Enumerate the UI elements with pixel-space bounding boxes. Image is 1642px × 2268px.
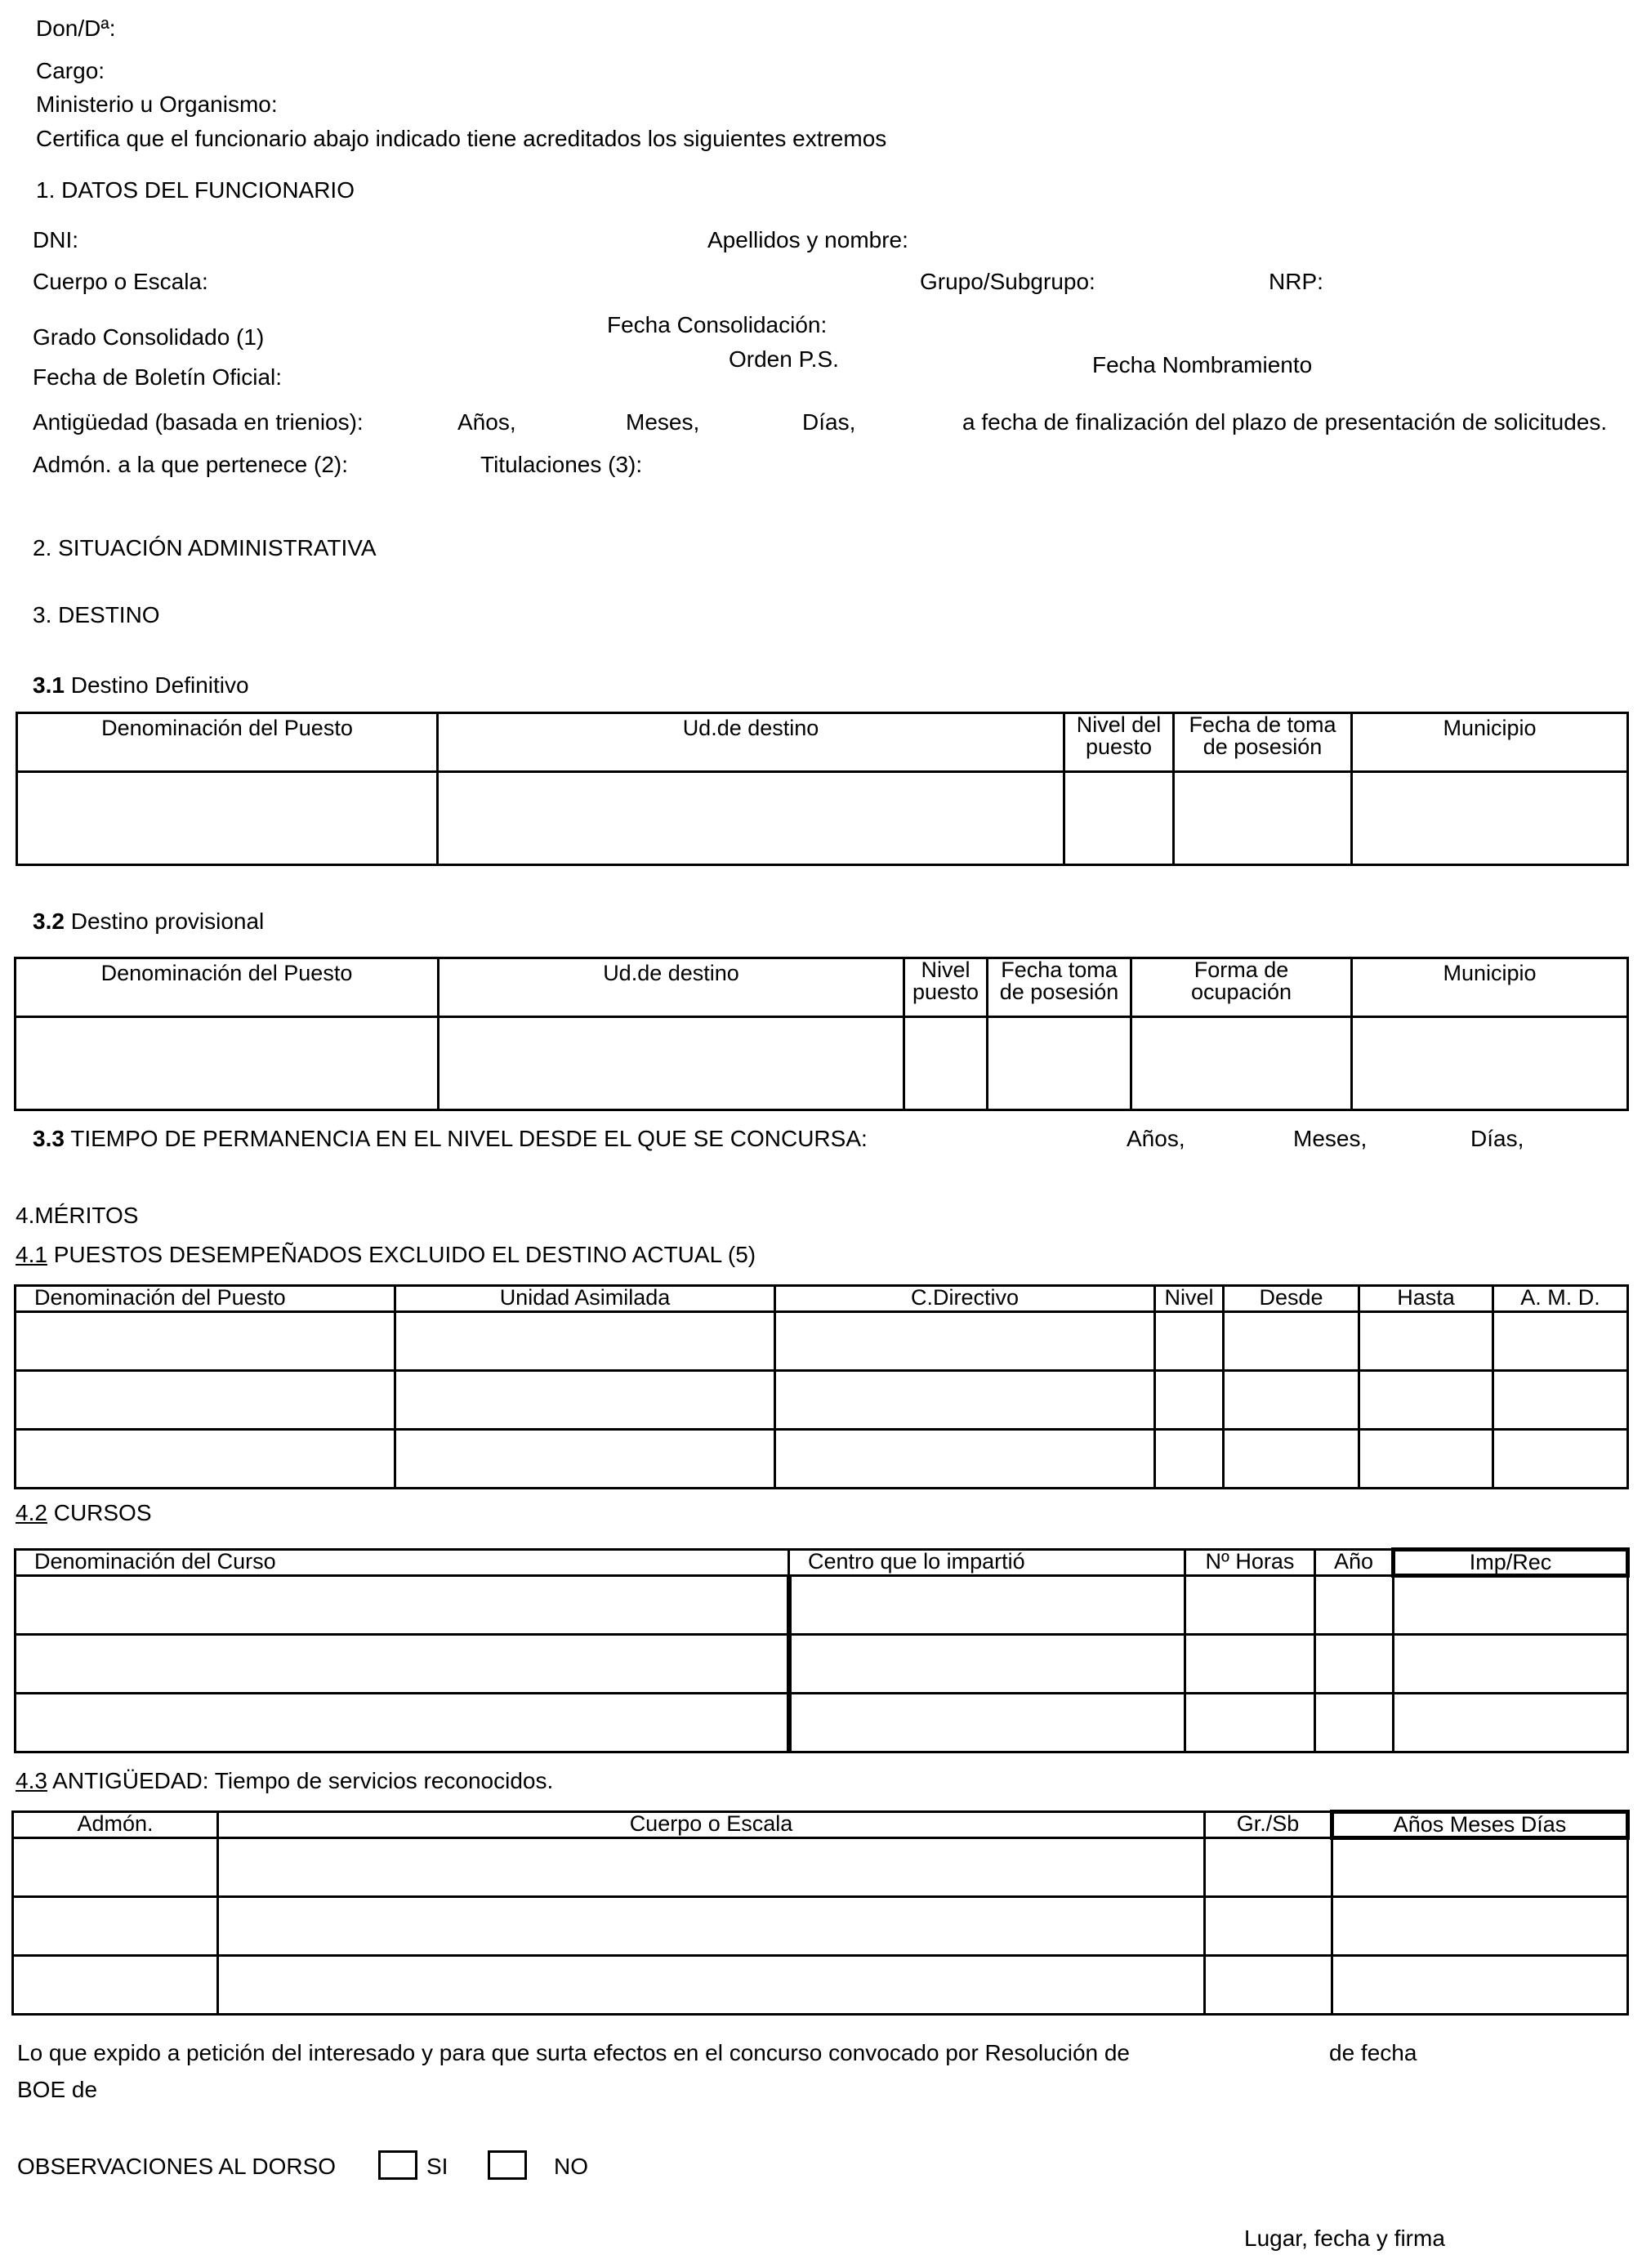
col-centro: Centro que lo impartió: [789, 1550, 1185, 1576]
a-fecha-text: a fecha de finalización del plazo de presentación de solicitudes.: [962, 409, 1608, 435]
col-amd: A. M. D.: [1493, 1286, 1628, 1312]
cell[interactable]: [1224, 1371, 1359, 1430]
section-4-3-title: [16, 1770, 553, 1793]
col-nivel: Nivel del puesto: [1064, 713, 1174, 772]
cell[interactable]: [1185, 1694, 1315, 1752]
fecha-boletin-label: Fecha de Boletín Oficial:: [33, 364, 283, 390]
section-3-2-number: 3.2: [33, 909, 65, 934]
col-c-directivo: C.Directivo: [775, 1286, 1155, 1312]
col-ud-destino: Ud.de destino: [439, 958, 904, 1017]
cell[interactable]: [1394, 1694, 1628, 1752]
cell-municipio[interactable]: [1352, 772, 1628, 865]
cell-municipio[interactable]: [1352, 1017, 1628, 1110]
col-horas: Nº Horas: [1185, 1550, 1315, 1576]
cell[interactable]: [775, 1371, 1155, 1430]
cell[interactable]: [1224, 1312, 1359, 1371]
section-3-title: 3. DESTINO: [33, 602, 160, 627]
section-4-1-title: [16, 1243, 756, 1266]
table-row: [16, 1576, 1628, 1635]
section-3-3-number: 3.3: [33, 1126, 65, 1151]
antiguedad-dias: Días,: [802, 409, 856, 435]
permanencia-meses: Meses,: [1293, 1126, 1368, 1151]
orden-label: Orden P.S.: [729, 346, 839, 372]
col-municipio: Municipio: [1352, 958, 1628, 1017]
table-row: [16, 1694, 1628, 1752]
section-4-2-label: CURSOS: [47, 1500, 152, 1525]
cell[interactable]: [1394, 1635, 1628, 1694]
cell[interactable]: [1315, 1635, 1394, 1694]
table-row: [16, 1312, 1628, 1371]
cell[interactable]: [16, 1371, 395, 1430]
table-row: [17, 772, 1628, 865]
col-fecha-toma: Fecha toma de posesión: [988, 958, 1131, 1017]
cell[interactable]: [395, 1371, 775, 1430]
destino-provisional-table: [14, 957, 1629, 1111]
no-label: NO: [554, 2154, 588, 2179]
section-2-title: 2. SITUACIÓN ADMINISTRATIVA: [33, 535, 377, 560]
table-row: [16, 1430, 1628, 1489]
cell[interactable]: [1332, 1838, 1628, 1897]
destino-definitivo-table: [16, 712, 1629, 866]
cell[interactable]: [1315, 1694, 1394, 1752]
cell[interactable]: [1205, 1897, 1332, 1956]
certifica-text: Certifica que el funcionario abajo indicado tiene acreditados los siguientes extremos: [36, 126, 887, 151]
cell[interactable]: [775, 1312, 1155, 1371]
permanencia-dias: Días,: [1470, 1126, 1524, 1151]
si-checkbox[interactable]: [378, 2150, 417, 2180]
si-label: SI: [426, 2154, 448, 2179]
col-ano: Año: [1315, 1550, 1394, 1576]
col-admon: Admón.: [13, 1812, 218, 1838]
col-denominacion: Denominación del Puesto: [16, 1286, 395, 1312]
cell[interactable]: [1205, 1838, 1332, 1897]
col-ud-destino: Ud.de destino: [438, 713, 1064, 772]
section-3-3-title: [33, 1127, 868, 1150]
section-3-2-title: [33, 910, 264, 933]
cell[interactable]: [218, 1838, 1205, 1897]
section-4-title: 4.MÉRITOS: [16, 1203, 139, 1228]
nrp-label: NRP:: [1269, 269, 1323, 294]
antiguedad-table: [11, 1810, 1630, 2016]
section-4-1-label: PUESTOS DESEMPEÑADOS EXCLUIDO EL DESTINO ACTUAL (5): [47, 1242, 756, 1267]
lugar-fecha-firma: Lugar, fecha y firma: [1244, 2226, 1445, 2251]
cell[interactable]: [1155, 1371, 1224, 1430]
section-4-3-number: 4.3: [16, 1768, 47, 1793]
titulaciones-label: Titulaciones (3):: [480, 452, 643, 477]
expido-text: Lo que expido a petición del interesado y para que surta efectos en el concurso convocado por Resolución de: [17, 2040, 1131, 2065]
cell[interactable]: [395, 1312, 775, 1371]
grado-label: Grado Consolidado (1): [33, 324, 265, 350]
cell[interactable]: [395, 1430, 775, 1489]
cell-denominacion[interactable]: [16, 1017, 439, 1110]
col-denominacion: Denominación del Puesto: [16, 958, 439, 1017]
cell[interactable]: [16, 1430, 395, 1489]
col-denominacion-curso: Denominación del Curso: [16, 1550, 789, 1576]
section-4-2-title: [16, 1502, 152, 1525]
cell[interactable]: [789, 1576, 1185, 1635]
section-3-1-label: Destino Definitivo: [64, 672, 249, 698]
cell-denominacion[interactable]: [17, 772, 438, 865]
section-4-1-number: 4.1: [16, 1242, 47, 1267]
ministerio-label: Ministerio u Organismo:: [36, 92, 278, 117]
cell[interactable]: [1155, 1430, 1224, 1489]
col-gr-sb: Gr./Sb: [1205, 1812, 1332, 1838]
table-row: [13, 1897, 1628, 1956]
cell[interactable]: [16, 1576, 789, 1635]
puestos-desempenados-table: [14, 1284, 1629, 1489]
col-cuerpo-escala: Cuerpo o Escala: [218, 1812, 1205, 1838]
cell-nivel[interactable]: [904, 1017, 988, 1110]
cell[interactable]: [775, 1430, 1155, 1489]
apellidos-label: Apellidos y nombre:: [707, 227, 908, 252]
cell-ud-destino[interactable]: [439, 1017, 904, 1110]
boe-label: BOE de: [17, 2077, 98, 2102]
cell-fecha-toma[interactable]: [988, 1017, 1131, 1110]
cell[interactable]: [1359, 1371, 1493, 1430]
fecha-consolidacion-label: Fecha Consolidación:: [607, 312, 828, 337]
cell[interactable]: [1315, 1576, 1394, 1635]
cuerpo-label: Cuerpo o Escala:: [33, 269, 208, 294]
col-nivel: Nivel puesto: [904, 958, 988, 1017]
table-row: [13, 1838, 1628, 1897]
cell[interactable]: [1205, 1956, 1332, 2015]
col-anos-meses-dias: Años Meses Días: [1332, 1812, 1628, 1838]
cell-nivel[interactable]: [1064, 772, 1174, 865]
col-fecha-toma: Fecha de toma de posesión: [1174, 713, 1352, 772]
section-3-1-number: 3.1: [33, 672, 65, 698]
cell[interactable]: [1359, 1312, 1493, 1371]
cursos-table: [14, 1547, 1630, 1753]
grupo-label: Grupo/Subgrupo:: [920, 269, 1095, 294]
col-imp-rec: Imp/Rec: [1394, 1550, 1628, 1576]
cell[interactable]: [16, 1312, 395, 1371]
cell-ud-destino[interactable]: [438, 772, 1064, 865]
section-4-2-number: 4.2: [16, 1500, 47, 1525]
cell[interactable]: [16, 1635, 789, 1694]
cell[interactable]: [1224, 1430, 1359, 1489]
col-municipio: Municipio: [1352, 713, 1628, 772]
cell[interactable]: [1155, 1312, 1224, 1371]
section-1-title: 1. DATOS DEL FUNCIONARIO: [36, 177, 355, 203]
antiguedad-anos: Años,: [457, 409, 516, 435]
cell-forma-ocupacion[interactable]: [1131, 1017, 1352, 1110]
cell[interactable]: [1359, 1430, 1493, 1489]
cell[interactable]: [1185, 1576, 1315, 1635]
table-row: [13, 1956, 1628, 2015]
no-checkbox[interactable]: [488, 2150, 527, 2180]
col-nivel: Nivel: [1155, 1286, 1224, 1312]
dni-label: DNI:: [33, 227, 78, 252]
cell[interactable]: [789, 1635, 1185, 1694]
cell-fecha-toma[interactable]: [1174, 772, 1352, 865]
cell[interactable]: [1332, 1956, 1628, 2015]
cell[interactable]: [1394, 1576, 1628, 1635]
cell[interactable]: [1493, 1371, 1628, 1430]
table-row: [16, 1371, 1628, 1430]
table-row: [16, 1017, 1628, 1110]
don-label: Don/Dª:: [36, 16, 116, 41]
cell[interactable]: [13, 1897, 218, 1956]
col-denominacion: Denominación del Puesto: [17, 713, 438, 772]
cell[interactable]: [13, 1838, 218, 1897]
section-3-1-title: [33, 674, 249, 697]
col-desde: Desde: [1224, 1286, 1359, 1312]
table-row: [16, 1635, 1628, 1694]
cell[interactable]: [1332, 1897, 1628, 1956]
cell[interactable]: [1493, 1430, 1628, 1489]
cell[interactable]: [218, 1897, 1205, 1956]
cell[interactable]: [16, 1694, 789, 1752]
cell[interactable]: [789, 1694, 1185, 1752]
cell[interactable]: [1185, 1635, 1315, 1694]
fecha-nombramiento-label: Fecha Nombramiento: [1092, 352, 1313, 377]
cell[interactable]: [1493, 1312, 1628, 1371]
col-unidad-asimilada: Unidad Asimilada: [395, 1286, 775, 1312]
cell[interactable]: [218, 1956, 1205, 2015]
de-fecha-label: de fecha: [1329, 2040, 1417, 2065]
section-3-2-label: Destino provisional: [64, 909, 265, 934]
permanencia-anos: Años,: [1127, 1126, 1185, 1151]
cell[interactable]: [13, 1956, 218, 2015]
antiguedad-label: Antigüedad (basada en trienios):: [33, 409, 364, 435]
antiguedad-meses: Meses,: [626, 409, 700, 435]
observaciones-label: OBSERVACIONES AL DORSO: [17, 2154, 337, 2179]
section-4-3-label: ANTIGÜEDAD: Tiempo de servicios reconocidos.: [47, 1768, 554, 1793]
cargo-label: Cargo:: [36, 58, 105, 83]
col-hasta: Hasta: [1359, 1286, 1493, 1312]
admon-label: Admón. a la que pertenece (2):: [33, 452, 349, 477]
section-3-3-label: TIEMPO DE PERMANENCIA EN EL NIVEL DESDE EL QUE SE CONCURSA:: [64, 1126, 868, 1151]
col-forma-ocupacion: Forma de ocupación: [1131, 958, 1352, 1017]
